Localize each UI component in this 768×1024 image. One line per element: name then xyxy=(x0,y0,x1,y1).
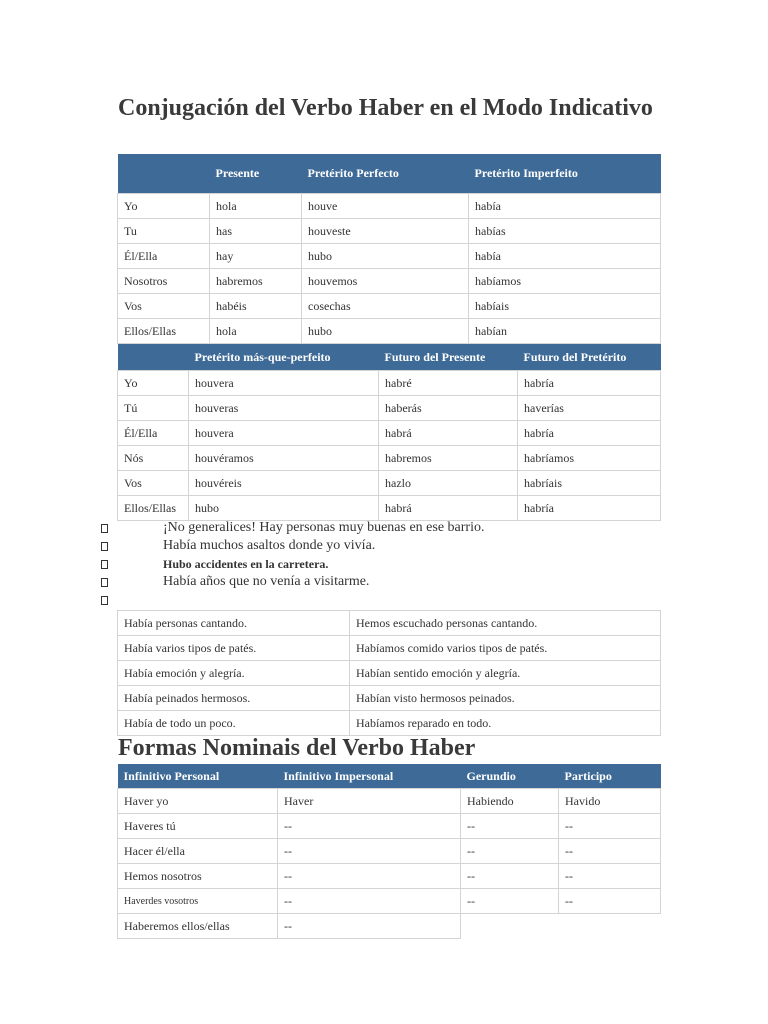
indicative-table-2 xyxy=(117,344,661,521)
list-item xyxy=(100,591,700,609)
table-cell: hubo xyxy=(189,496,379,521)
table-cell: habíamos xyxy=(469,269,661,294)
list-item xyxy=(100,555,700,573)
table-cell: Habían sentido emoción y alegría. xyxy=(350,661,661,686)
table-cell: habría xyxy=(518,421,661,446)
table-header-cell: Presente xyxy=(210,154,302,194)
table-cell: hola xyxy=(210,319,302,344)
table-cell: hubo xyxy=(302,244,469,269)
table-row xyxy=(118,446,661,471)
table-header-cell: Pretérito más-que-perfeito xyxy=(189,344,379,371)
table-cell: hola xyxy=(210,194,302,219)
table-cell: habéis xyxy=(210,294,302,319)
table-row xyxy=(118,611,661,636)
table-cell: Él/Ella xyxy=(118,244,210,269)
example-bullet-list xyxy=(100,519,700,609)
bullet-box-icon xyxy=(101,542,108,551)
table-header-cell: Participo xyxy=(559,764,661,789)
table-cell: habría xyxy=(518,496,661,521)
table-header-row xyxy=(118,154,661,194)
table-row xyxy=(118,914,661,939)
table-row xyxy=(118,471,661,496)
table-cell: hazlo xyxy=(379,471,518,496)
table-row xyxy=(118,244,661,269)
table-cell: Había emoción y alegría. xyxy=(118,661,350,686)
table-cell: Había de todo un poco. xyxy=(118,711,350,736)
table-cell: Hemos escuchado personas cantando. xyxy=(350,611,661,636)
table-cell: has xyxy=(210,219,302,244)
table-header-cell: Gerundio xyxy=(461,764,559,789)
table-cell: Él/Ella xyxy=(118,421,189,446)
table-header-cell: Futuro del Presente xyxy=(379,344,518,371)
table-header-cell: Infinitivo Personal xyxy=(118,764,278,789)
table-cell: Vos xyxy=(118,294,210,319)
table-cell: houvéreis xyxy=(189,471,379,496)
table-cell: Hacer él/ella xyxy=(118,839,278,864)
examples-table xyxy=(117,610,661,736)
table-cell: habremos xyxy=(379,446,518,471)
table-cell: Tu xyxy=(118,219,210,244)
table-cell: houvera xyxy=(189,421,379,446)
table-header-row xyxy=(118,764,661,789)
table-row xyxy=(118,889,661,914)
table-header-cell: Pretérito Imperfeito xyxy=(469,154,661,194)
bullet-box-icon xyxy=(101,524,108,533)
table-cell: Habían visto hermosos peinados. xyxy=(350,686,661,711)
table-cell: había xyxy=(469,244,661,269)
table-header-cell xyxy=(118,154,210,194)
table-cell: -- xyxy=(461,889,559,914)
table-cell: Havido xyxy=(559,789,661,814)
table-cell: habrá xyxy=(379,496,518,521)
section-title: Formas Nominais del Verbo Haber xyxy=(118,735,476,761)
bullet-box-icon xyxy=(101,596,108,605)
table-row xyxy=(118,396,661,421)
table-cell: Hemos nosotros xyxy=(118,864,278,889)
table-cell: Yo xyxy=(118,194,210,219)
table-cell: habré xyxy=(379,371,518,396)
table-row xyxy=(118,839,661,864)
table-row xyxy=(118,319,661,344)
table-row xyxy=(118,421,661,446)
table-row xyxy=(118,661,661,686)
table-cell: habría xyxy=(518,371,661,396)
table-cell: haberás xyxy=(379,396,518,421)
bullet-box-icon xyxy=(101,578,108,587)
list-item-text: Había muchos asaltos donde yo vivía. xyxy=(163,538,376,553)
table-cell: habrá xyxy=(379,421,518,446)
list-item xyxy=(100,537,700,555)
nominal-forms-table xyxy=(117,764,661,939)
table-cell: Haver yo xyxy=(118,789,278,814)
table-header-cell xyxy=(118,344,189,371)
table-cell: Había peinados hermosos. xyxy=(118,686,350,711)
table-row xyxy=(118,371,661,396)
table-cell: -- xyxy=(559,814,661,839)
list-item xyxy=(100,573,700,591)
table-cell: Yo xyxy=(118,371,189,396)
table-cell: houvera xyxy=(189,371,379,396)
table-cell: -- xyxy=(278,889,461,914)
table-row xyxy=(118,294,661,319)
table-cell: Haverdes vosotros xyxy=(118,889,278,914)
table-row xyxy=(118,814,661,839)
table-cell: Haberemos ellos/ellas xyxy=(118,914,278,939)
table-cell: hay xyxy=(210,244,302,269)
table-cell: Haveres tú xyxy=(118,814,278,839)
table-cell: -- xyxy=(559,839,661,864)
table-header-cell: Futuro del Pretérito xyxy=(518,344,661,371)
table-row xyxy=(118,711,661,736)
table-header-row xyxy=(118,344,661,371)
table-cell: houvemos xyxy=(302,269,469,294)
bullet-box-icon xyxy=(101,560,108,569)
table-cell: Vos xyxy=(118,471,189,496)
table-cell: -- xyxy=(278,864,461,889)
table-cell: -- xyxy=(461,864,559,889)
table-header-cell: Pretérito Perfecto xyxy=(302,154,469,194)
table-row xyxy=(118,219,661,244)
table-cell: Había personas cantando. xyxy=(118,611,350,636)
table-cell: Tú xyxy=(118,396,189,421)
table-cell: houveras xyxy=(189,396,379,421)
table-cell: habríais xyxy=(518,471,661,496)
table-cell: Ellos/Ellas xyxy=(118,319,210,344)
list-item xyxy=(100,519,700,537)
table-cell-empty xyxy=(559,914,661,939)
table-cell: -- xyxy=(461,839,559,864)
table-row xyxy=(118,636,661,661)
table-cell: habíais xyxy=(469,294,661,319)
table-cell: hubo xyxy=(302,319,469,344)
table-cell: -- xyxy=(278,839,461,864)
table-cell: -- xyxy=(278,814,461,839)
table-cell: habías xyxy=(469,219,661,244)
table-header-cell: Infinitivo Impersonal xyxy=(278,764,461,789)
table-cell: Haver xyxy=(278,789,461,814)
table-cell: habríamos xyxy=(518,446,661,471)
table-cell: Nós xyxy=(118,446,189,471)
table-cell: Habiendo xyxy=(461,789,559,814)
table-row xyxy=(118,789,661,814)
table-row xyxy=(118,686,661,711)
table-cell: había xyxy=(469,194,661,219)
table-cell-empty xyxy=(461,914,559,939)
indicative-table-1 xyxy=(117,154,661,344)
table-cell: habían xyxy=(469,319,661,344)
list-item-text: Había años que no venía a visitarme. xyxy=(163,574,370,589)
list-item-text: Hubo accidentes en la carretera. xyxy=(163,557,329,571)
page-title: Conjugación del Verbo Haber en el Modo Indicativo xyxy=(118,95,653,121)
table-cell: houve xyxy=(302,194,469,219)
table-cell: houvéramos xyxy=(189,446,379,471)
table-row xyxy=(118,864,661,889)
table-row xyxy=(118,194,661,219)
table-cell: -- xyxy=(559,889,661,914)
table-row xyxy=(118,496,661,521)
table-cell: Habíamos comido varios tipos de patés. xyxy=(350,636,661,661)
table-cell: cosechas xyxy=(302,294,469,319)
table-cell: -- xyxy=(461,814,559,839)
table-cell: haverías xyxy=(518,396,661,421)
table-cell: Ellos/Ellas xyxy=(118,496,189,521)
table-cell: habremos xyxy=(210,269,302,294)
table-cell: -- xyxy=(559,864,661,889)
table-cell: Había varios tipos de patés. xyxy=(118,636,350,661)
table-cell: -- xyxy=(278,914,461,939)
table-cell: Nosotros xyxy=(118,269,210,294)
table-row xyxy=(118,269,661,294)
table-cell: houveste xyxy=(302,219,469,244)
table-cell: Habíamos reparado en todo. xyxy=(350,711,661,736)
list-item-text: ¡No generalices! Hay personas muy buenas en ese barrio. xyxy=(163,520,485,535)
